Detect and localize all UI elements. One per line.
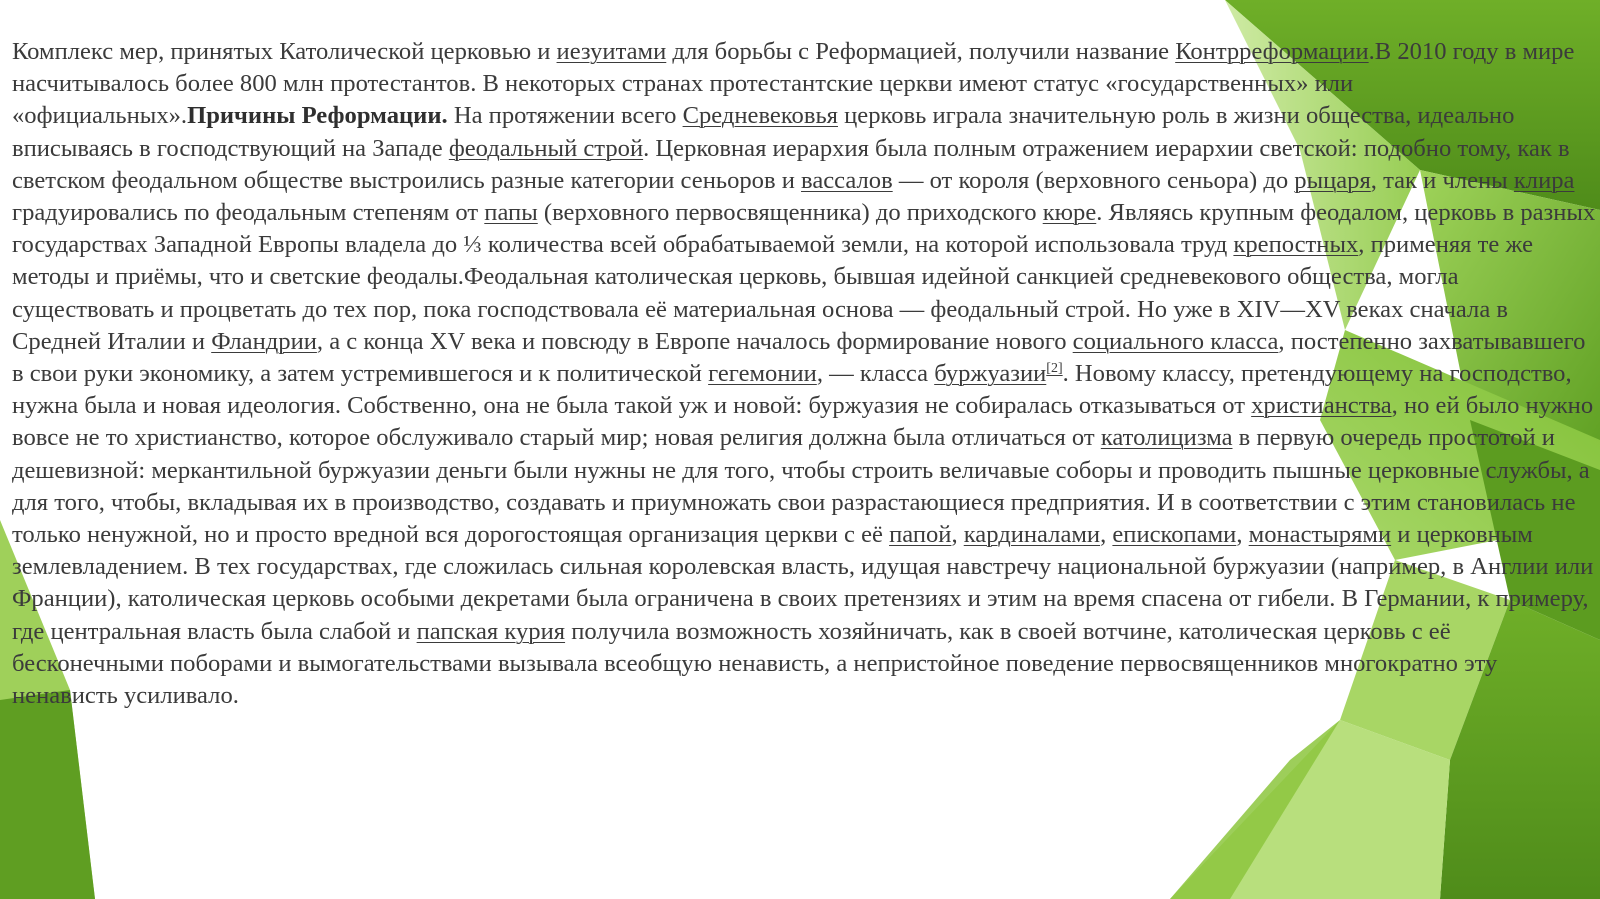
- link-gegemonii[interactable]: гегемонии: [708, 360, 817, 388]
- text-segment: получила возможность хозяйничать, как в своей вотчине, католическая церковь с её бесконечными поборами и вымогательствами вызывала всеобщую ненависть, а непристойное поведение первосвященников многократно эту ненависть усиливало.: [12, 617, 1498, 710]
- link-kyure[interactable]: кюре: [1042, 199, 1097, 227]
- link-monastyryami[interactable]: монастырями: [1248, 521, 1392, 549]
- link-flandrii[interactable]: Фландрии: [211, 327, 317, 355]
- link-katolicizma[interactable]: католицизма: [1100, 424, 1233, 452]
- footnote-ref-2[interactable]: [2]: [1046, 360, 1063, 376]
- text-segment: градуировались по феодальным степеням от: [12, 199, 485, 227]
- text-segment: . Новому классу, претендующему на господство, нужна была и новая идеология. Собственно, она не была такой уж и новой: буржуазия не собиралась отказываться от: [12, 360, 1572, 420]
- link-srednevekovya[interactable]: Средневековья: [682, 102, 838, 130]
- link-klira[interactable]: клира: [1513, 166, 1575, 194]
- text-segment: для борьбы с Реформацией, получили название: [666, 38, 1176, 65]
- text-segment: . Церковная иерархия была полным отражением иерархии светской: подобно тому, как в светском феодальном обществе выстроились разные категории сеньоров и: [12, 134, 1570, 194]
- text-segment: , а с конца XV века и повсюду в Европе началось формирование нового: [316, 327, 1073, 355]
- link-feodalny-stroy[interactable]: феодальный строй: [448, 134, 644, 162]
- link-hristianstva[interactable]: христианства: [1251, 392, 1392, 420]
- text-segment: церковь играла значительную роль в жизни общества, идеально вписываясь в господствующий на Западе: [12, 102, 1515, 162]
- link-iezuity[interactable]: иезуитами: [556, 38, 667, 65]
- link-kontrreformacii[interactable]: Контрреформации: [1175, 38, 1369, 65]
- link-socialnogo-klassa[interactable]: социального класса: [1072, 327, 1279, 355]
- link-vassalov[interactable]: вассалов: [801, 166, 893, 194]
- link-papskaya-kuriya[interactable]: папская курия: [416, 617, 566, 645]
- link-burzhuazii[interactable]: буржуазии: [934, 360, 1047, 388]
- link-rycarya[interactable]: рыцаря: [1294, 166, 1371, 194]
- section-heading: Причины Реформации.: [187, 102, 448, 130]
- link-episkopami[interactable]: епископами: [1112, 521, 1237, 549]
- text-segment: и церковным землевладением. В тех государствах, где сложилась сильная королевская власть, идущая навстречу национальной буржуазии (например, в Англии или Франции), католическая церковь особыми декретами была ограничена в своих претензиях и этим на время спасена от гибели. В Германии, к примеру, где центральная власть была слабой и: [12, 521, 1594, 645]
- text-segment: , — класса: [816, 360, 935, 388]
- link-papoy[interactable]: папой: [889, 521, 952, 549]
- link-kardinalami[interactable]: кардиналами: [963, 521, 1101, 549]
- text-segment: . Являясь крупным феодалом, церковь в разных государствах Западной Европы владела до ⅓ количества всей обрабатываемой земли, на которой использовала труд: [12, 199, 1596, 259]
- link-krepostnyh[interactable]: крепостных: [1233, 231, 1359, 259]
- link-papy[interactable]: папы: [484, 199, 538, 227]
- text-segment: в первую очередь простотой и дешевизной: меркантильной буржуазии деньги были нужны не для того, чтобы строить величавые соборы и проводить пышные церковные службы, а для того, чтобы, вкладывая их в производство, создавать и приумножать свои разрастающиеся предприятия. И в соответствии с этим становилась не только ненужной, но и просто вредной вся дорогостоящая организация церкви с её: [12, 424, 1590, 549]
- text-segment: , применяя те же методы и приёмы, что и светские феодалы.Феодальная католическая церковь, бывшая идейной санкцией средневекового общества, могла существовать и процветать до тех пор, пока господствовала её материальная основа — феодальный строй. Но уже в XIV—XV веках сначала в Средней Италии и: [12, 231, 1534, 355]
- text-segment: Комплекс мер, принятых Католической церковью и: [12, 38, 557, 65]
- text-segment: ,: [1100, 521, 1113, 549]
- text-segment: — от короля (верховного сеньора) до: [892, 166, 1295, 194]
- text-segment: .В 2010 году в мире насчитывалось более 800 млн протестантов. В некоторых странах протестантские церкви имеют статус «государственных» или «официальных».: [12, 38, 1575, 130]
- text-segment: , так и члены: [1370, 166, 1514, 194]
- text-segment: , но ей было нужно вовсе не то христианство, которое обслуживало старый мир; новая религия должна была отличаться от: [12, 392, 1594, 452]
- text-segment: ,: [951, 521, 964, 549]
- text-segment: (верховного первосвященника) до приходского: [537, 199, 1043, 227]
- slide-body-text: [12, 36, 1598, 712]
- facet-left-wedge-dark: [0, 690, 95, 899]
- text-segment: На протяжении всего: [447, 102, 683, 130]
- text-segment: ,: [1236, 521, 1249, 549]
- text-segment: , постепенно захватывавшего в свои руки экономику, а затем устремившегося и к политической: [12, 327, 1586, 388]
